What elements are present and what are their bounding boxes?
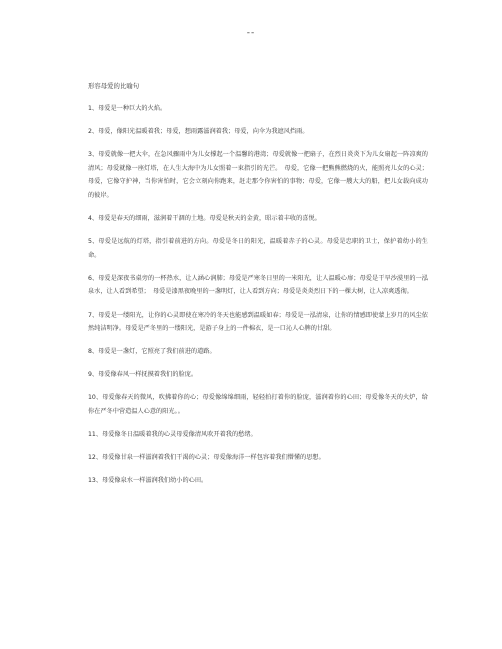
paragraph-2: 2、母爱，像阳光温暖着我；母爱，想雨露滋润着我；母爱，向伞为我遮风挡雨。: [88, 128, 309, 136]
paragraph-4: 4、母爱是春天的细雨，滋润着干涸的土地。母爱是秋天的金黄，昭示着丰收的喜悦。: [88, 215, 321, 223]
paragraph-3: 3、母爱就像一把大伞，在急风骤雨中为儿女撑起一个温馨的港湾；母爱就像一把扇子，在烈日炎炎下为儿女扇起一阵凉爽的清风；母爱就像一座灯塔，在人生大海中为儿女照着一束指引的光芒。 母爱，它像一把熊熊燃烧的火，能照亮儿女的心灵；母爱，它像守护神，当你害怕时，它会立刻向你跑来，赶走那令你害怕的事物；母爱，它像一艘大大的船，把儿女载向成功的彼岸。: [88, 151, 428, 199]
paragraph-6: 6、母爱是深夜书桌旁的一杯热水，让人涵心润肺；母爱是严寒冬日里的一米阳光，让人温暖心扉；母爱是干旱沙漠里的一泓泉水，让人看到希望； 母爱是漆黑夜晚里的一盏明灯，让人看到方向；母爱是炎炎烈日下的一棵大树，让人凉爽透彻。: [88, 274, 428, 296]
page-header-mark: --: [246, 28, 256, 38]
paragraph-13: 13、母爱像泉水一样滋润我们幼小的心田。: [88, 477, 208, 485]
paragraph-11: 11、母爱像冬日温暖着我的心灵母爱像清风吹开着我的愁绪。: [88, 431, 257, 439]
paragraph-8: 8、母爱是一盏灯，它照亮了我们前进的道路。: [88, 348, 216, 356]
paragraph-10: 10、母爱像春天的微风，吹拂着你的心；母爱像绵绵细雨，轻轻拍打着你的脸庞，滋润着你的心田；母爱像冬天的火炉，给你在严冬中营造温人心意的阳光。。: [88, 394, 428, 415]
paragraph-5: 5、母爱是远航的灯塔，指引着前进的方向。母爱是冬日的阳光，温暖着赤子的心灵。母爱是忠职的卫士，保护着幼小的生命。: [88, 238, 428, 259]
paragraph-7: 7、母爱是一缕阳光，让你的心灵即使在寒冷的冬天也能感到温暖如春；母爱是一泓清泉，让你的情感即使蒙上岁月的风尘依然纯洁明净。母爱是严冬里的一缕阳光，是游子身上的一件棉衣，是一口沁人心脾的甘甜。: [88, 311, 428, 333]
document-body: [88, 82, 428, 497]
document-title: 形容母爱的比喻句: [88, 82, 140, 90]
paragraph-12: 12、母爱像甘泉一样滋润着我们干渴的心灵；母爱像海洋一样包容着我们懵懂的思想。: [88, 454, 325, 462]
paragraph-9: 9、母爱像春风一样抚摸着我们的脸庞。: [88, 371, 198, 379]
paragraph-1: 1、母爱是一种巨大的火焰。: [88, 105, 167, 112]
